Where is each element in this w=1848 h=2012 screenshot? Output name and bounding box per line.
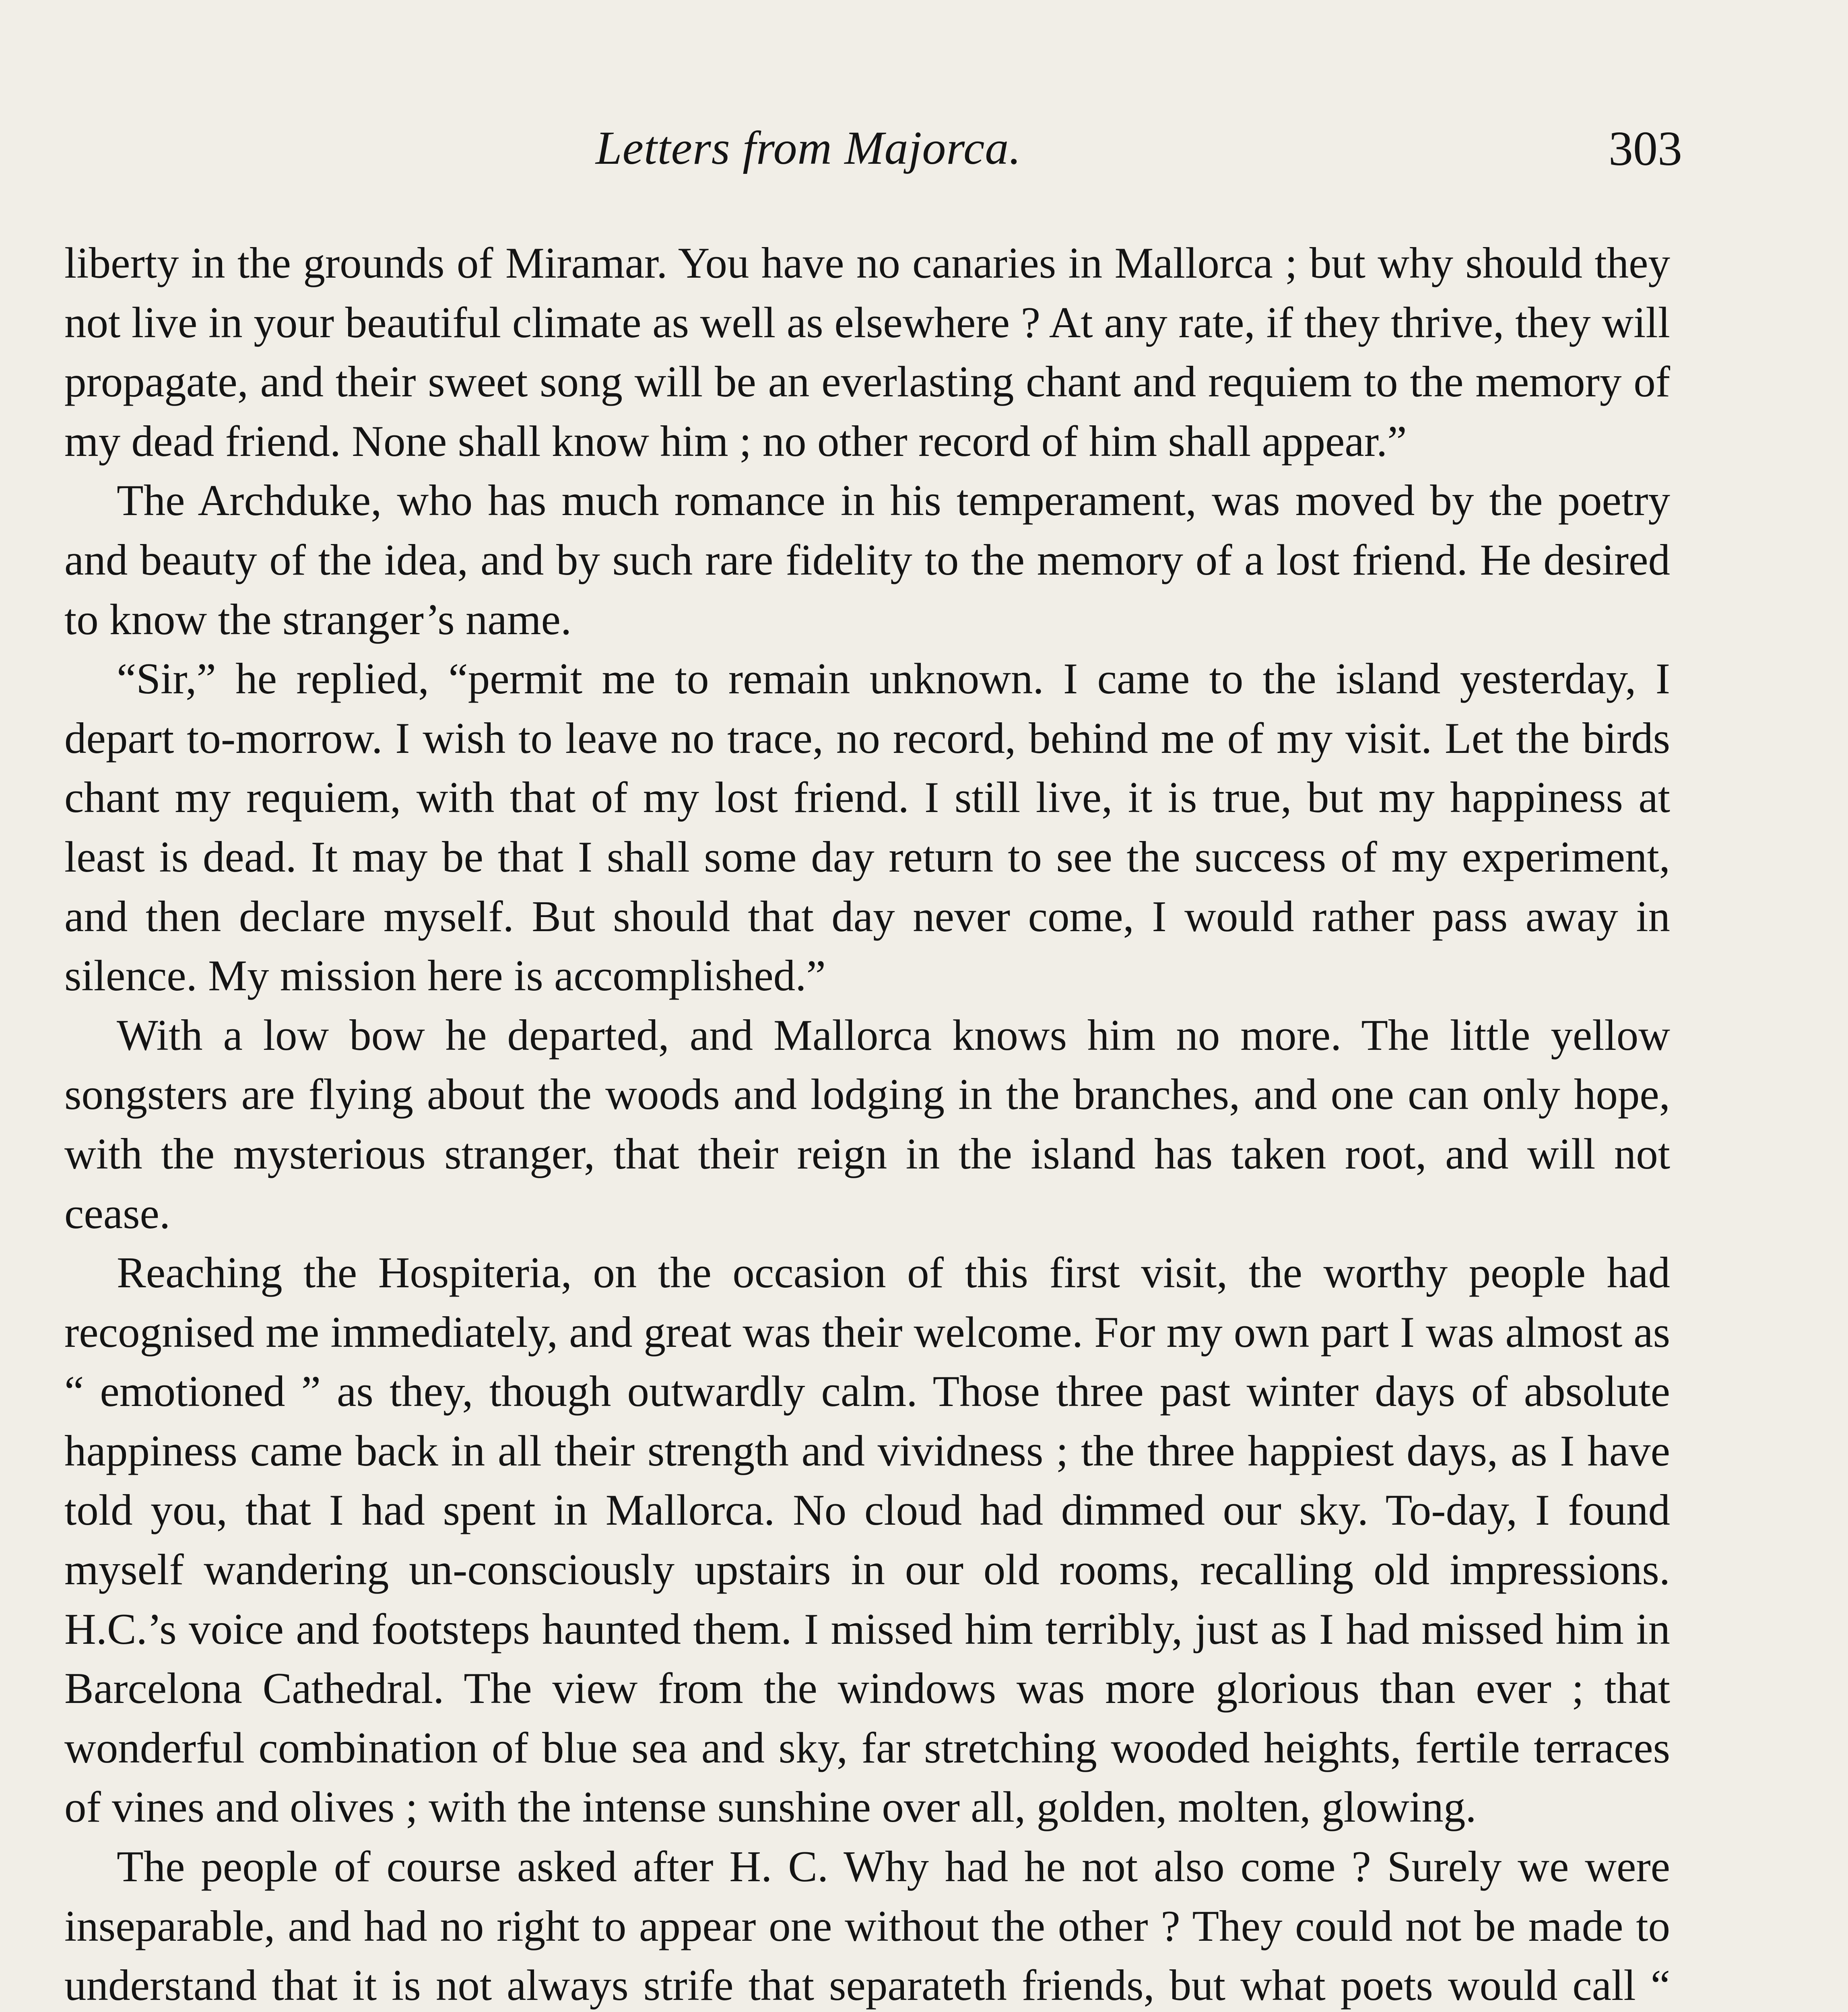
running-title: Letters from Majorca. <box>596 122 1021 174</box>
paragraph: With a low bow he departed, and Mallorca knows him no more. The little yellow songsters are flying about the woods and lodging in the branches, and one can only hope, with the mysterious stranger, that their reign in the island has taken root, and will not cease. <box>64 1010 1670 1238</box>
paragraph: “Sir,” he replied, “permit me to remain unknown. I came to the island yesterday, I depart to-morrow. I wish to leave no trace, no record, behind me of my visit. Let the birds chant my requiem, with that of my lost friend. I still live, it is true, but my happiness at least is dead. It may be that I shall some day return to see the success of my experiment, and then declare myself. But should that day never come, I would rather pass away in silence. My mission here is accomplished.” <box>64 654 1670 1000</box>
paragraph-continued: liberty in the grounds of Miramar. You have no canaries in Mallorca ; but why should they not live in your beautiful climate as well as elsewhere ? At any rate, if they thrive, they will propagate, and their sweet song will be an everlasting chant and requiem to the memory of my dead friend. None shall know him ; no other record of him shall appear.” <box>64 239 1670 466</box>
page-number: 303 <box>1609 122 1682 176</box>
page-header <box>596 121 1682 201</box>
paragraph: The Archduke, who has much romance in his temperament, was moved by the poetry and beauty of the idea, and by such rare fidelity to the memory of a lost friend. He desired to know the stranger’s name. <box>64 476 1670 644</box>
paragraph: The people of course asked after H. C. Why had he not also come ? Surely we were inseparable, and had no right to appear one without the other ? They could not be made to understand that it is not always strife that separateth friends, but what poets would call “ <box>64 1842 1670 2010</box>
paragraph: Reaching the Hospiteria, on the occasion of this first visit, the worthy people had recognised me immediately, and great was their welcome. For my own part I was almost as “ emotioned ” as they, though outwardly calm. Those three past winter days of absolute happiness came back in all their strength and vividness ; the three happiest days, as I have told you, that I had spent in Mallorca. No cloud had dimmed our sky. To-day, I found myself wandering un-consciously upstairs in our old rooms, recalling old impressions. H.C.’s voice and footsteps haunted them. I missed him terribly, just as I had missed him in Barcelona Cathedral. The view from the windows was more glorious than ever ; that wonderful combination of blue sea and sky, far stretching wooded heights, fertile terraces of vines and olives ; with the intense sunshine over all, golden, molten, glowing. <box>64 1248 1670 1832</box>
body-text <box>64 233 1670 2012</box>
